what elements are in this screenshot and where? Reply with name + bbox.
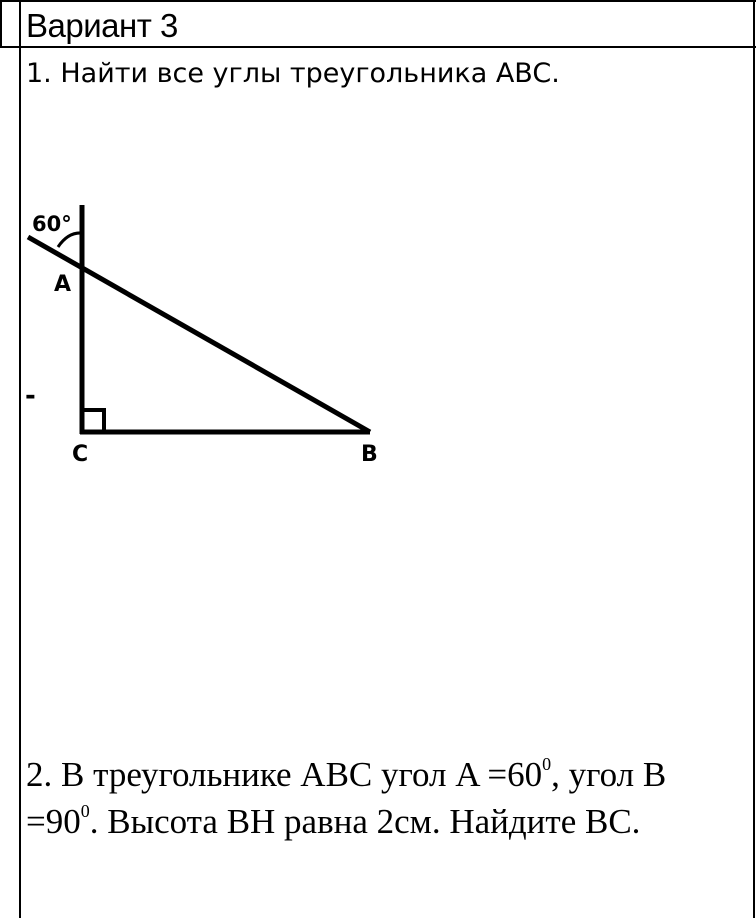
vertex-c-label: C [72,442,89,467]
task-2-part-1: 2. В треугольнике ABC угол A =60 [26,755,543,794]
table-right-border [753,0,755,918]
side-mark: - [25,381,36,411]
task-2-part-3: . Высота BH равна 2см. Найдите BC. [89,802,641,841]
task-2-text [26,751,746,845]
table-top-border [0,0,756,2]
degree-sup-1: 0 [542,754,552,774]
triangle-figure [20,195,400,475]
variant-title: Вариант 3 [26,7,178,44]
table-left-stub [0,0,2,46]
header-divider [0,46,756,48]
vertex-b-label: B [361,442,378,467]
task-2-part-2: , угол B =90 [26,755,667,841]
right-angle-mark [82,410,104,432]
hypotenuse-ab [28,237,370,432]
task-1-text: 1. Найти все углы треугольника ABC. [26,58,560,89]
angle-label: 60° [32,212,72,236]
vertex-a-label: A [54,272,72,297]
degree-sup-2: 0 [80,801,90,821]
